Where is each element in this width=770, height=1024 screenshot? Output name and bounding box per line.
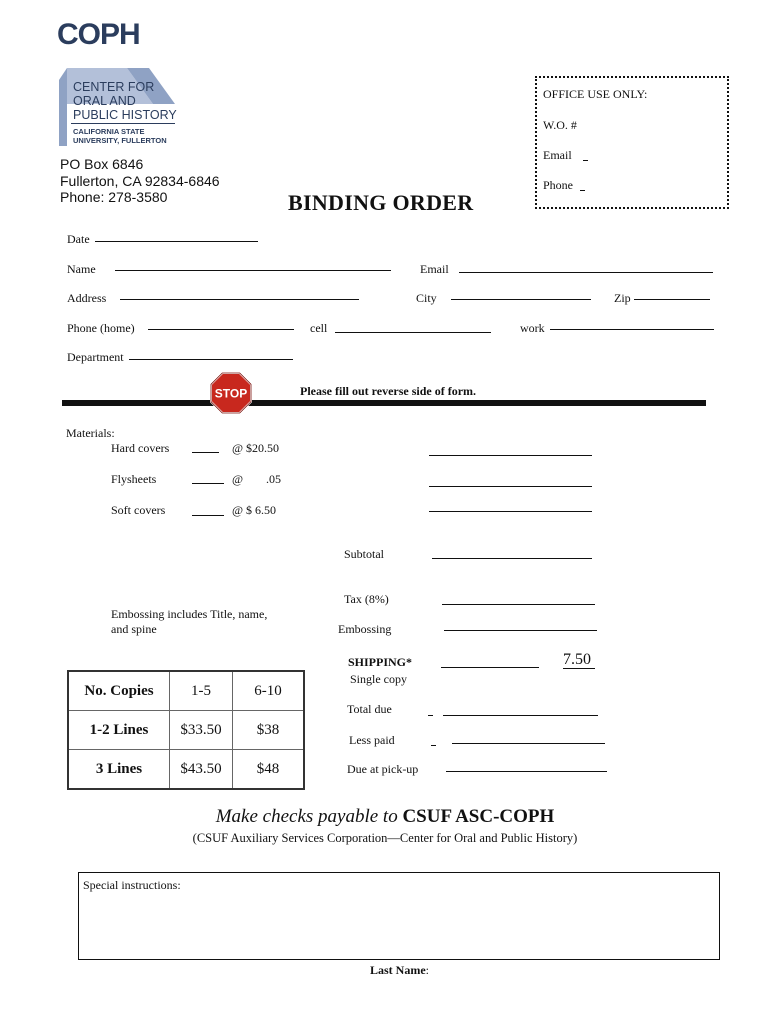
hard-covers-amount[interactable]: [429, 455, 592, 456]
logo-wordmark: COPH: [57, 18, 140, 51]
payable-line: [0, 806, 770, 828]
soft-covers-amount[interactable]: [429, 511, 592, 512]
tax-field[interactable]: [442, 604, 595, 605]
office-email-label: Email: [543, 148, 572, 162]
reverse-side-note: Please fill out reverse side of form.: [300, 384, 477, 398]
special-instructions-label: Special instructions:: [83, 878, 181, 892]
name-label: Name: [67, 262, 96, 276]
logo-university: CALIFORNIA STATE UNIVERSITY, FULLERTON: [73, 127, 167, 145]
date-field[interactable]: [95, 241, 258, 242]
cell-label: cell: [310, 321, 328, 335]
hard-covers-qty[interactable]: [192, 452, 219, 453]
hard-covers-price: @ $20.50: [232, 441, 280, 455]
office-use-box: [535, 76, 729, 209]
phone-home-label: Phone (home): [67, 321, 135, 335]
coph-logo: [57, 20, 197, 148]
embossing-price-table: [67, 670, 305, 790]
table-cell: $33.50: [170, 711, 233, 750]
cell-field[interactable]: [335, 332, 491, 333]
office-wo-label: W.O. #: [543, 118, 577, 132]
city-label: City: [416, 291, 437, 305]
zip-label: Zip: [614, 291, 631, 305]
table-cell: 3 Lines: [68, 750, 170, 790]
table-cell: $38: [233, 711, 305, 750]
tax-label: Tax (8%): [344, 592, 389, 606]
special-instructions-box[interactable]: [78, 872, 720, 960]
table-header-copies: No. Copies: [68, 671, 170, 711]
phone-home-field[interactable]: [148, 329, 294, 330]
subtotal-label: Subtotal: [344, 547, 385, 561]
table-header-1-5: 1-5: [170, 671, 233, 711]
materials-label: Materials:: [66, 426, 115, 440]
soft-covers-price: @ $ 6.50: [232, 503, 277, 517]
embossing-note-1: Embossing includes Title, name,: [111, 607, 268, 621]
flysheets-at: @: [232, 472, 244, 486]
embossing-note-2: and spine: [111, 622, 157, 636]
work-field[interactable]: [550, 329, 714, 330]
total-due-field[interactable]: [443, 715, 598, 716]
table-cell: $43.50: [170, 750, 233, 790]
office-email-field[interactable]: [583, 160, 588, 161]
payable-subtitle: (CSUF Auxiliary Services Corporation—Center for Oral and Public History): [192, 831, 578, 845]
flysheets-label: Flysheets: [111, 472, 157, 486]
payable-prefix: Make checks payable to: [215, 806, 398, 827]
address-label: Address: [67, 291, 107, 305]
date-label: Date: [67, 232, 90, 246]
address-field[interactable]: [120, 299, 359, 300]
total-due-label: Total due: [347, 702, 392, 716]
table-row: [68, 671, 304, 711]
payable-name: CSUF ASC-COPH: [402, 806, 555, 827]
shipping-field[interactable]: [441, 667, 539, 668]
shipping-value: 7.50: [563, 651, 595, 669]
flysheets-amount[interactable]: [429, 486, 592, 487]
soft-covers-label: Soft covers: [111, 503, 166, 517]
less-paid-label: Less paid: [349, 733, 395, 747]
hard-covers-label: Hard covers: [111, 441, 170, 455]
office-heading: OFFICE USE ONLY:: [543, 87, 648, 101]
flysheets-qty[interactable]: [192, 483, 224, 484]
soft-covers-qty[interactable]: [192, 515, 224, 516]
email-field[interactable]: [459, 272, 713, 273]
city-field[interactable]: [451, 299, 591, 300]
zip-field[interactable]: [634, 299, 710, 300]
shipping-label: SHIPPING*: [348, 655, 413, 669]
form-title: BINDING ORDER: [288, 190, 474, 215]
embossing-field[interactable]: [444, 630, 597, 631]
less-paid-field[interactable]: [452, 743, 605, 744]
embossing-label: Embossing: [338, 622, 392, 636]
table-row: [68, 711, 304, 750]
office-phone-label: Phone: [543, 178, 573, 192]
subtotal-field[interactable]: [432, 558, 592, 559]
table-header-6-10: 6-10: [233, 671, 305, 711]
email-label: Email: [420, 262, 449, 276]
table-cell: 1-2 Lines: [68, 711, 170, 750]
last-name-line: Last Name:: [370, 963, 430, 977]
table-cell: $48: [233, 750, 305, 790]
flysheets-price: .05: [266, 472, 281, 486]
due-pickup-label: Due at pick-up: [347, 762, 419, 776]
table-row: [68, 750, 304, 790]
mailing-address: PO Box 6846 Fullerton, CA 92834-6846 Phone: 278-3580: [60, 156, 220, 205]
name-field[interactable]: [115, 270, 391, 271]
due-pickup-field[interactable]: [446, 771, 607, 772]
work-label: work: [520, 321, 545, 335]
stop-sign-icon: [210, 372, 252, 414]
stop-sign-text: STOP: [214, 386, 248, 401]
department-field[interactable]: [129, 359, 293, 360]
department-label: Department: [67, 350, 124, 364]
logo-text: CENTER FOR ORAL AND PUBLIC HISTORY: [73, 80, 177, 122]
office-phone-field[interactable]: [580, 190, 585, 191]
shipping-sub: Single copy: [350, 672, 407, 686]
section-divider: [62, 400, 706, 406]
